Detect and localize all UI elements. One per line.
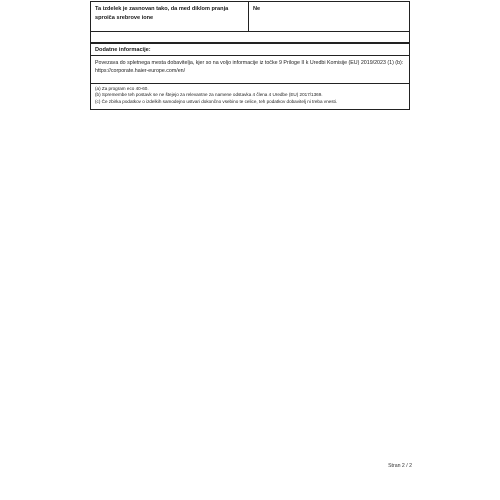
footnote-a: (a) Za program eco 40-60.: [95, 86, 149, 91]
question-cell: Ta izdelek je zasnovan tako, da med diklom pranja sproiča srebrove ione: [91, 2, 249, 31]
table-row: [91, 2, 409, 32]
footnotes: [91, 84, 409, 109]
footnote-c: (c) Če zbirka podatkov o izdelkih samodejno ustvari dokončno vsebino te celice, teh podatkov dobavitelj ni treba vnesti.: [95, 98, 338, 104]
additional-info-body: Povezava do spletnega mesta dobavitelja, kjer so na voljo informacije iz točke 9 Priloge II k Uredbi Komisije (EU) 2019/2023 (1) (b): https://corporate.haier-europe.com/en/: [91, 56, 409, 84]
page-number: Stran 2 / 2: [388, 463, 412, 469]
additional-info-table: [90, 43, 410, 110]
additional-info-heading: Dodatne informacije:: [91, 44, 409, 56]
empty-row: [91, 32, 409, 42]
footnote-b: (b) Spremembe teh postavk se ne štejejo za relevantne za namene odstavka 4 člena 4 Uredbe (EU) 2017/1369.: [95, 92, 323, 98]
answer-cell: Ne: [253, 6, 261, 12]
product-info-table: [90, 1, 410, 43]
